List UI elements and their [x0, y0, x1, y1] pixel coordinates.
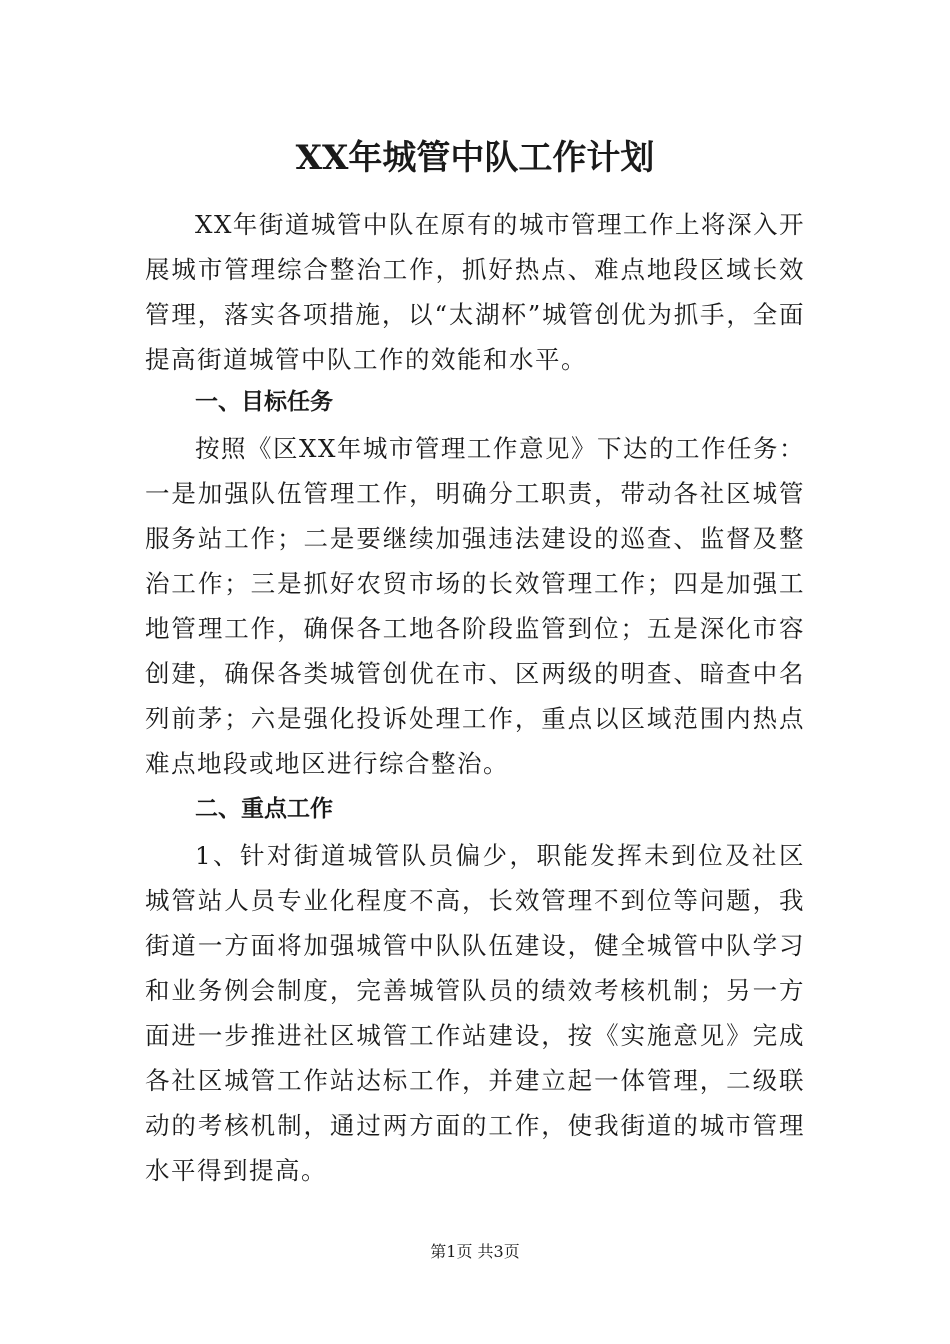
section2-item1-paragraph: 1、针对街道城管队员偏少，职能发挥未到位及社区城管站人员专业化程度不高，长效管理不到位等问题，我街道一方面将加强城管中队队伍建设，健全城管中队学习和业务例会制度，完善城管队员的绩效考核机制；另一方面进一步推进社区城管工作站建设，按《实施意见》完成各社区城管工作站达标工作，并建立起一体管理，二级联动的考核机制，通过两方面的工作，使我街道的城市管理水平得到提高。: [145, 841, 805, 1185]
page-footer: 第1页 共3页: [430, 1242, 520, 1261]
section1-heading: 一、目标任务: [195, 389, 333, 415]
intro-paragraph: XX年街道城管中队在原有的城市管理工作上将深入开展城市管理综合整治工作，抓好热点、难点地段区域长效管理，落实各项措施，以“太湖杯”城管创优为抓手，全面提高街道城管中队工作的效能和水平。: [145, 210, 805, 374]
document-title: XX年城管中队工作计划: [295, 138, 655, 178]
section1-paragraph: 按照《区XX年城市管理工作意见》下达的工作任务：一是加强队伍管理工作，明确分工职责，带动各社区城管服务站工作；二是要继续加强违法建设的巡查、监督及整治工作；三是抓好农贸市场的长效管理工作；四是加强工地管理工作，确保各工地各阶段监管到位；五是深化市容创建，确保各类城管创优在市、区两级的明查、暗查中名列前茅；六是强化投诉处理工作，重点以区域范围内热点难点地段或地区进行综合整治。: [145, 434, 805, 778]
section2-heading: 二、重点工作: [195, 796, 333, 822]
